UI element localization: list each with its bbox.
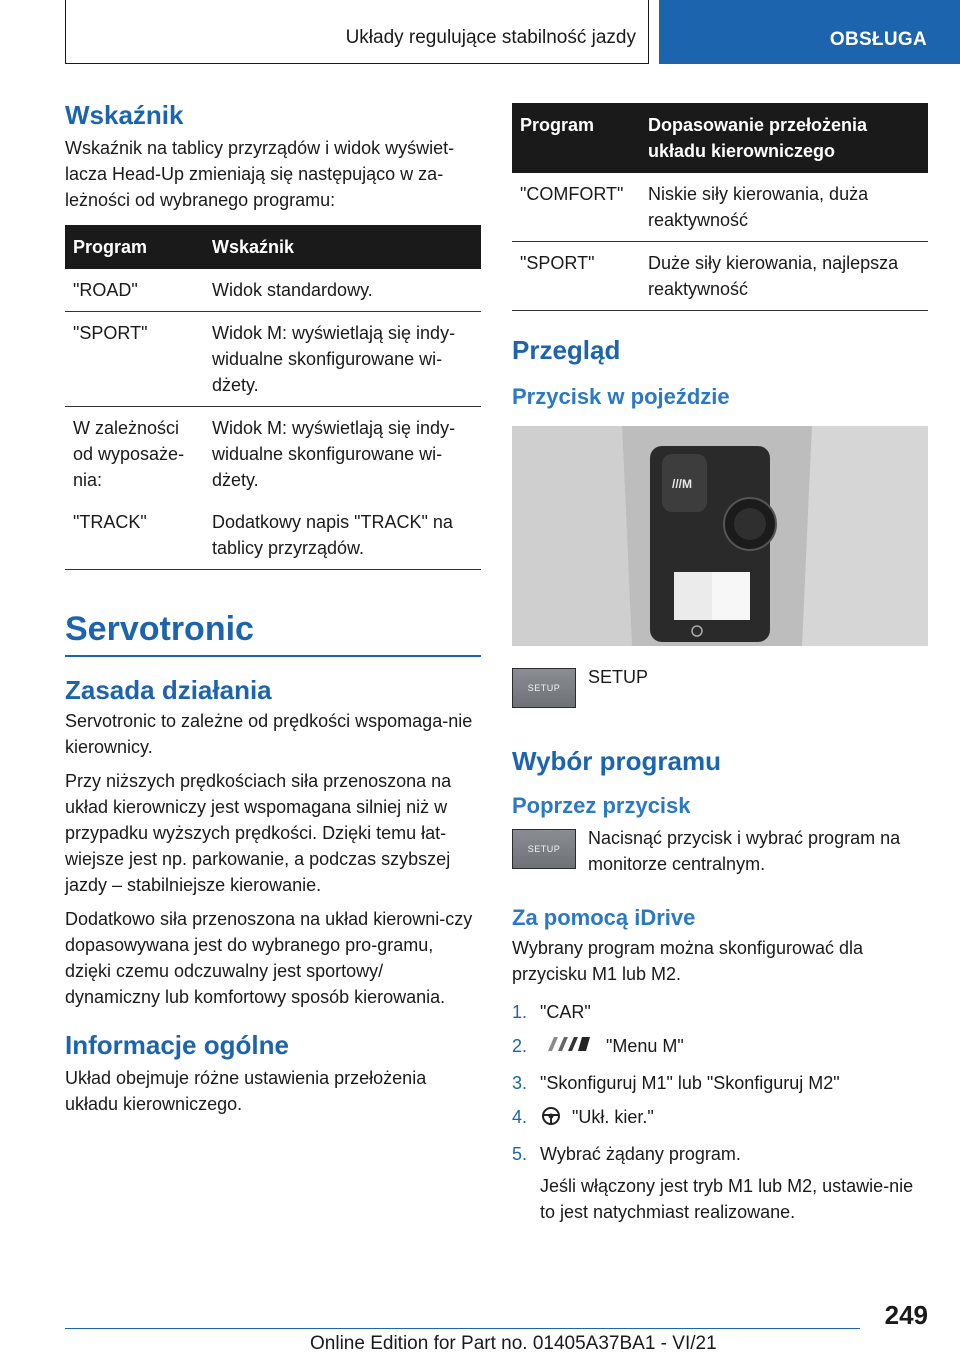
table-cell: Dodatkowy napis "TRACK" na tablicy przyrządów. [204,501,481,570]
table-cell: Widok standardowy. [204,269,481,312]
center-console-illustration [512,426,928,646]
list-item [512,1104,928,1133]
setup-caption: SETUP [588,667,649,687]
wybor-heading: Wybór programu [512,746,721,776]
indicator-table [65,225,481,570]
setup-row [512,664,928,708]
header-chapter-label: OBSŁUGA [829,29,927,50]
info-heading: Informacje ogólne [65,1029,289,1060]
table-cell: "SPORT" [65,312,204,407]
przeglad-heading: Przegląd [512,335,621,365]
table-cell: "ROAD" [65,269,204,312]
idrive-paragraph: Wybrany program można skonfigurować dla przycisku M1 lub M2. [512,938,863,984]
list-item [512,1070,928,1096]
m-menu-icon [540,1033,596,1062]
list-text: "Skonfiguruj M1" lub "Skonfiguruj M2" [540,1073,840,1093]
header-chapter-tab[interactable] [659,0,960,64]
table-cell: "COMFORT" [512,173,640,242]
list-text: "Menu M" [606,1036,684,1056]
table-cell: Widok M: wyświetlają się indy-widualne skonfigurowane wi-dżety. [212,418,456,490]
center-console-photo [512,426,928,646]
list-text: "Ukł. kier." [572,1107,654,1127]
zasada-paragraph-2: Przy niższych prędkościach siła przenoszona na układ kierowniczy jest wspomagana silniej niż w przypadku wyższych prędkości. Dzięki temu łat-wiejsze jest np. parkowanie, a podczas szybszej jazdy – stabilniejsze kierowanie. [65,770,452,895]
setup-button-icon[interactable]: SETUP [512,829,576,869]
table-row [65,501,481,570]
page-number: 249 [884,1300,928,1330]
header-section-label: Układy regulujące stabilność jazdy [345,27,636,48]
table-header-wskaznik: Wskaźnik [204,225,481,269]
table-row [512,242,928,311]
steps-list [512,999,928,1225]
right-column [512,103,928,1225]
info-paragraph: Układ obejmuje różne ustawienia przełożenia układu kierowniczego. [65,1067,427,1114]
footer-divider [65,1328,860,1329]
przycisk-heading: Przycisk w pojeździe [512,384,730,409]
list-number: 2. [512,1036,528,1056]
steering-wheel-icon [540,1104,562,1133]
table-row [65,269,481,312]
table-header-program: Program [65,225,204,269]
table-row [65,312,481,407]
zasada-paragraph-3: Dodatkowo siła przenoszona na układ kierowni-czy dopasowywana jest do wybranego pro-gramu, dzięki czemu odczuwalny jest sportowy/ dynamiczny lub komfortowy sposób kierowania. [65,908,473,1007]
table-cell: "TRACK" [65,501,204,570]
heading-divider [65,655,481,657]
table-cell: Widok M: wyświetlają się indy-widualne skonfigurowane wi-dżety. [204,312,481,407]
list-text: Wybrać żądany program. [540,1144,741,1164]
table-cell: W zależności od wyposaże-nia: [73,418,185,490]
poprzez-heading: Poprzez przycisk [512,793,691,818]
step-note: Jeśli włączony jest tryb M1 lub M2, ustawie-nie to jest natychmiast realizowane. [540,1176,914,1222]
table-row [512,173,928,242]
list-number: 5. [512,1144,528,1164]
zasada-heading: Zasada działania [65,674,272,705]
table-cell: Duże siły kierowania, najlepsza reaktywność [640,242,928,311]
header-section-title [65,0,649,64]
footer-edition: Online Edition for Part no. 01405A37BA1 - VI/21 [310,1333,717,1354]
table-cell: "SPORT" [512,242,640,311]
setup-button-icon[interactable]: SETUP [512,668,576,708]
list-number: 4. [512,1107,528,1127]
poprzez-paragraph: Nacisnąć przycisk i wybrać program na monitorze centralnym. [588,828,901,874]
steering-table [512,103,928,311]
servotronic-heading: Servotronic [65,610,254,648]
svg-text:///M: ///M [672,477,692,491]
table-cell: Niskie siły kierowania, duża reaktywność [640,173,928,242]
wskaznik-heading: Wskaźnik [65,100,184,130]
wskaznik-paragraph: Wskaźnik na tablicy przyrządów i widok wyświet-lacza Head-Up zmieniają się następująco w za-leżności od wybranego programu: [65,138,455,210]
list-item [512,1033,928,1062]
zasada-paragraph-1: Servotronic to zależne od prędkości wspomaga-nie kierownicy. [65,710,473,757]
list-item [512,999,928,1025]
list-number: 3. [512,1073,528,1093]
table-header-dopasowanie: Dopasowanie przełożenia układu kierowniczego [640,103,928,173]
list-item [512,1141,928,1167]
poprzez-row [512,825,928,877]
list-text: "CAR" [540,1002,591,1022]
table-row [65,407,481,502]
table-header-program: Program [512,103,640,173]
left-column [65,100,481,1117]
list-number: 1. [512,1002,528,1022]
idrive-heading: Za pomocą iDrive [512,905,696,930]
